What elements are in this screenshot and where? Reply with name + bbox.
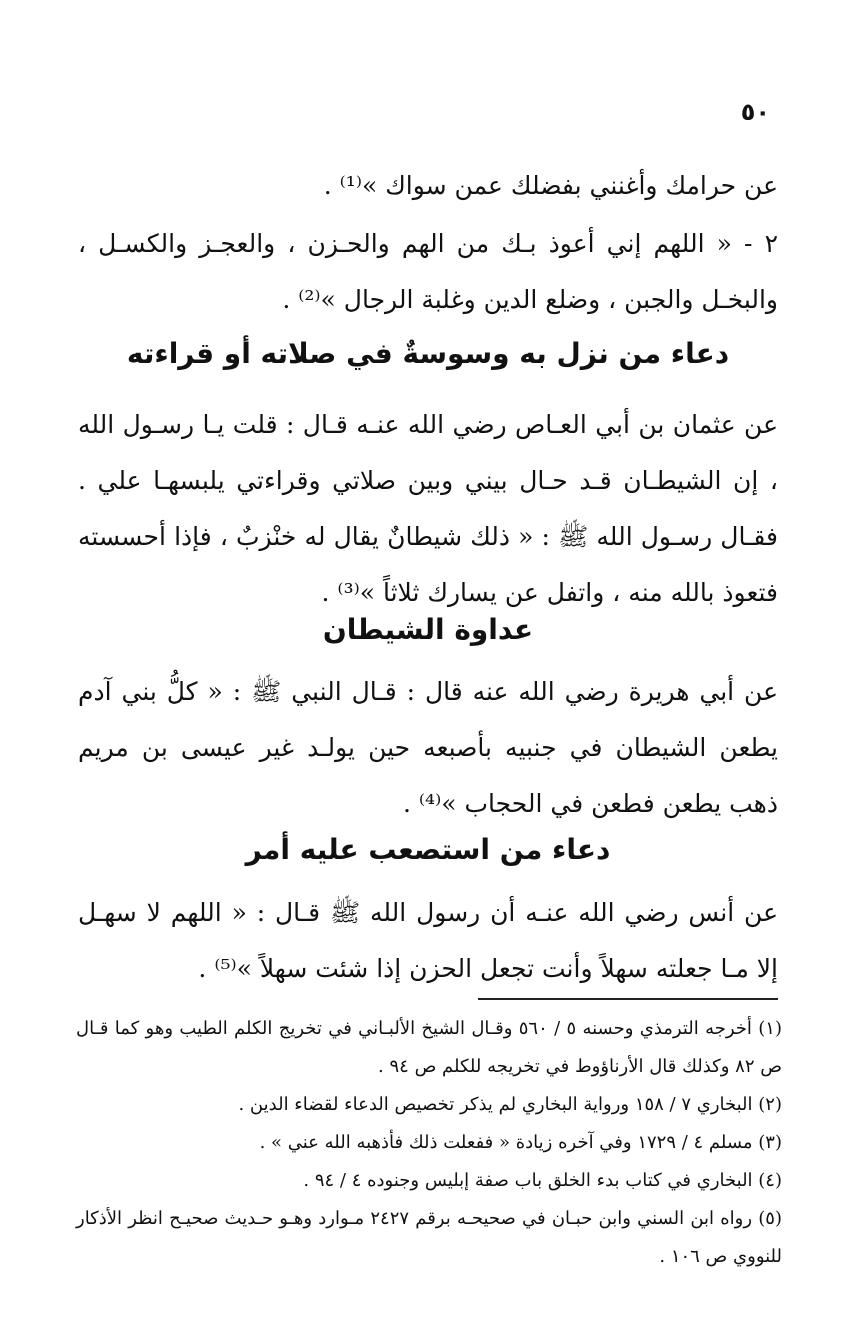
paragraph-dua-2: ٢ - « اللهم إني أعوذ بـك من الهم والحـزن ، والعجـز والكسـل ، والبخـل والجبن ، وضلع الدين وغلبة الرجال »⁽²⁾ . <box>78 229 778 314</box>
footnote-4: (٤) البخاري في كتاب بدء الخلق باب صفة إبليس وجنوده ٤ / ٩٤ . <box>303 1170 782 1191</box>
paragraph-uthman-hadith: عن عثمان بن أبي العـاص رضي الله عنـه قـال : قلت يـا رسـول الله ، إن الشيطـان قـد حـال بيني وبين صلاتي وقراءتي يلبسهـا علي . فقـال رسـول الله ﷺ : « ذلك شيطانٌ يقال له خنْزبٌ ، فإذا أحسسته فتعوذ بالله منه ، واتفل عن يسارك ثلاثاً »⁽³⁾ . <box>78 410 778 607</box>
paragraph-abu-hurairah-hadith: عن أبي هريرة رضي الله عنه قال : قـال النبي ﷺ : « كلُّ بني آدم يطعن الشيطان في جنبيه بأصبعه حين يولـد غير عيسى بن مريم ذهب يطعن فطعن في الحجاب »⁽⁴⁾ . <box>78 677 778 818</box>
footnote-3: (٣) مسلم ٤ / ١٧٢٩ وفي آخره زيادة « ففعلت ذلك فأذهبه الله عني » . <box>259 1132 782 1153</box>
heading-difficult-matter: دعاء من استصعب عليه أمر <box>245 833 611 866</box>
heading-waswasa: دعاء من نزل به وسوسةٌ في صلاته أو قراءته <box>126 337 730 370</box>
footnote-divider <box>478 998 778 1000</box>
heading-enmity-of-shaytan: عداوة الشيطان <box>322 613 534 646</box>
paragraph-anas-hadith: عن أنس رضي الله عنـه أن رسول الله ﷺ قـال : « اللهم لا سهـل إلا مـا جعلته سهلاً وأنت تجعل الحزن إذا شئت سهلاً »⁽⁵⁾ . <box>78 898 778 983</box>
paragraph-continuation: عن حرامك وأغنني بفضلك عمن سواك »⁽¹⁾ . <box>323 171 778 200</box>
footnote-5: (٥) رواه ابن السني وابن حبـان في صحيحـه برقم ٢٤٢٧ مـوارد وهـو حـديث صحيـح انظر الأذكار للنووي ص ١٠٦ . <box>76 1208 782 1267</box>
footnote-1: (١) أخرجه الترمذي وحسنه ٥ / ٥٦٠ وقـال الشيخ الألبـاني في تخريج الكلم الطيب وهو كما قـال ص ٨٢ وكذلك قال الأرناؤوط في تخريجه للكلم ص ٩٤ . <box>76 1018 782 1077</box>
page-number: ٥٠ <box>740 98 770 126</box>
footnotes <box>76 1010 782 1276</box>
footnote-2: (٢) البخاري ٧ / ١٥٨ ورواية البخاري لم يذكر تخصيص الدعاء لقضاء الدين . <box>238 1094 782 1115</box>
